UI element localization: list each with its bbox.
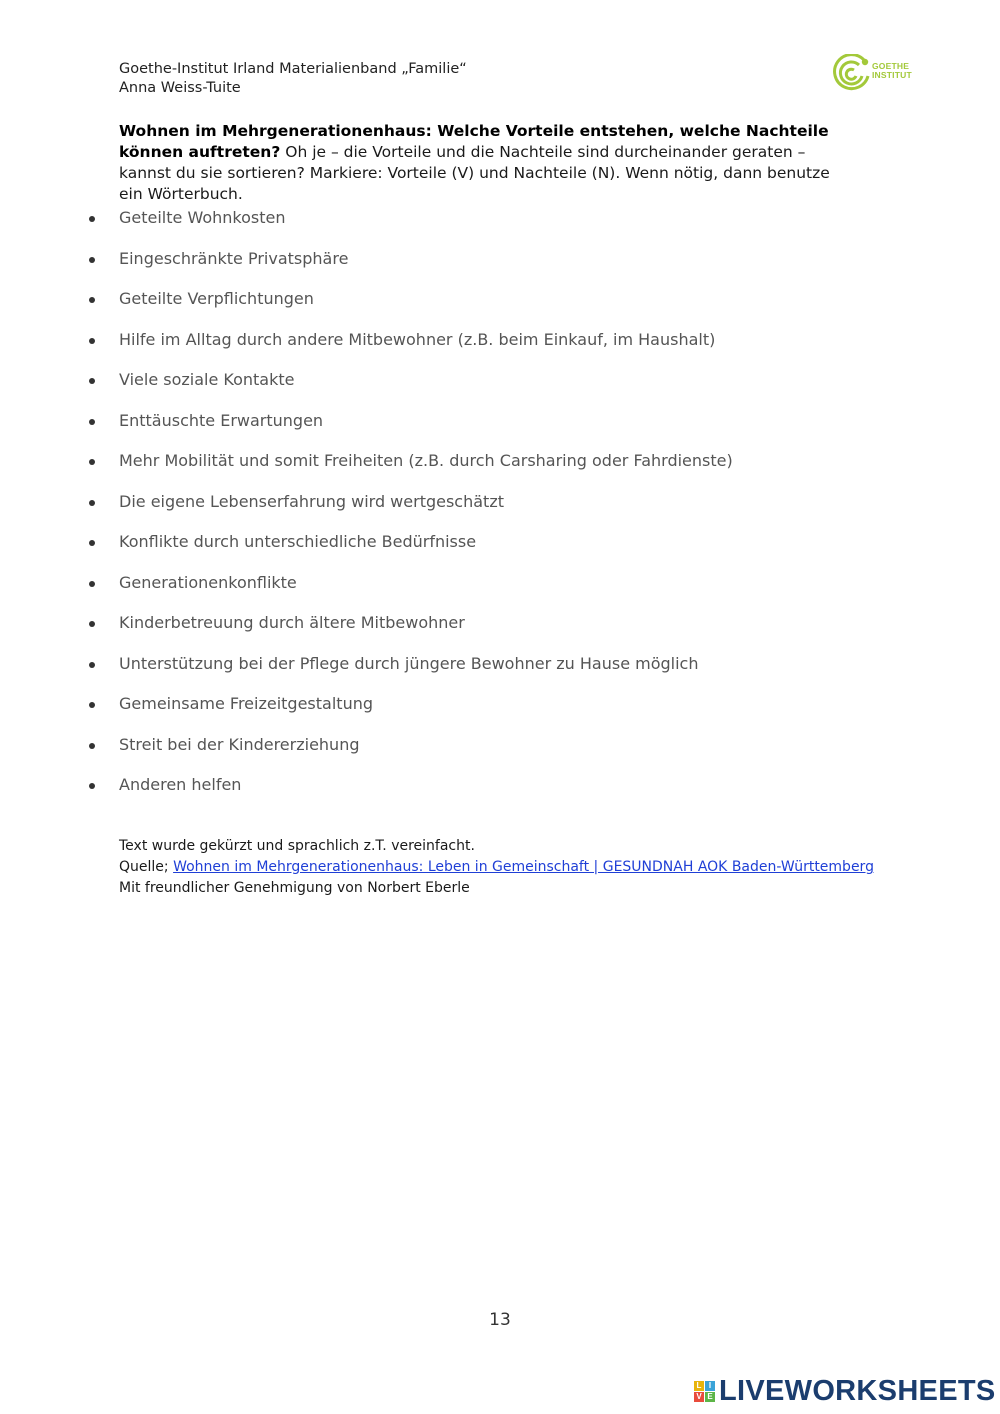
list-item	[0, 612, 733, 653]
bullet-icon	[89, 783, 95, 789]
list-item-text: Die eigene Lebenserfahrung wird wertgeschätzt	[119, 491, 504, 511]
bullet-icon	[89, 338, 95, 344]
bullet-icon	[89, 419, 95, 425]
list-item-text: Eingeschränkte Privatsphäre	[119, 248, 349, 268]
list-item-text: Gemeinsame Freizeitgestaltung	[119, 694, 373, 713]
list-item	[0, 288, 733, 329]
list-item-text: Geteilte Verpflichtungen	[119, 289, 314, 308]
header-title: Goethe-Institut Irland Materialienband „Familie“	[119, 61, 467, 77]
logo-letter-block: L	[694, 1381, 704, 1391]
logo-letter-block: I	[705, 1381, 715, 1391]
list-item-text: Generationenkonflikte	[119, 572, 297, 592]
bullet-icon	[89, 743, 95, 749]
list-item-text: Enttäuschte Erwartungen	[119, 410, 324, 430]
list-item	[0, 572, 733, 613]
list-item	[0, 248, 733, 289]
bullet-icon	[89, 378, 95, 384]
bullet-icon	[89, 500, 95, 506]
goethe-institut-logo	[832, 54, 914, 94]
liveworksheets-logo-icon	[694, 1381, 715, 1402]
bullet-icon	[89, 297, 95, 303]
bullet-icon	[89, 257, 95, 263]
goethe-logo-icon	[832, 54, 872, 94]
bullet-icon	[89, 581, 95, 587]
permission-note: Mit freundlicher Genehmigung von Norbert Eberle	[119, 880, 470, 896]
list-item-text: Viele soziale Kontakte	[119, 370, 295, 389]
list-item-text: Geteilte Wohnkosten	[119, 208, 286, 227]
logo-wordmark: GOETHE INSTITUT	[872, 61, 912, 80]
bullet-icon	[89, 621, 95, 627]
list-item-text: Streit bei der Kindererziehung	[119, 734, 360, 754]
logo-letter-block: E	[705, 1392, 715, 1402]
list-item	[0, 491, 733, 532]
list-item-text: Anderen helfen	[119, 775, 242, 794]
list-item	[0, 774, 733, 815]
task-instructions	[119, 121, 839, 205]
list-item	[0, 369, 733, 410]
source-notes	[119, 836, 874, 899]
list-item	[0, 207, 733, 248]
list-item	[0, 734, 733, 775]
bullet-icon	[89, 459, 95, 465]
bullet-icon	[89, 662, 95, 668]
page-number: 13	[489, 1310, 511, 1330]
list-item-text: Mehr Mobilität und somit Freiheiten (z.B. durch Carsharing oder Fahrdienste)	[119, 451, 733, 470]
source-line: Quelle; Wohnen im Mehrgenerationenhaus: Leben in Gemeinschaft | GESUNDNAH AOK Baden-Württemberg	[119, 859, 874, 875]
statement-list	[0, 207, 733, 815]
bullet-icon	[89, 216, 95, 222]
list-item	[0, 653, 733, 694]
list-item	[0, 693, 733, 734]
list-item	[0, 410, 733, 451]
bullet-icon	[89, 702, 95, 708]
list-item	[0, 531, 733, 572]
task-text: Oh je – die Vorteile und die Nachteile sind durcheinander geraten – kannst du sie sortieren? Markiere: Vorteile (V) und Nachteile (N). Wenn nötig, dann benutze ein Wörterbuch.	[119, 143, 830, 203]
logo-letter-block: V	[694, 1392, 704, 1402]
abridged-note: Text wurde gekürzt und sprachlich z.T. vereinfacht.	[119, 838, 475, 854]
list-item-text: Kinderbetreuung durch ältere Mitbewohner	[119, 613, 465, 632]
source-link[interactable]: Wohnen im Mehrgenerationenhaus: Leben in Gemeinschaft | GESUNDNAH AOK Baden-Württemberg	[173, 859, 874, 875]
list-item-text: Hilfe im Alltag durch andere Mitbewohner (z.B. beim Einkauf, im Haushalt)	[119, 329, 716, 349]
list-item-text: Unterstützung bei der Pflege durch jüngere Bewohner zu Hause möglich	[119, 653, 699, 673]
document-header	[119, 60, 467, 98]
list-item-text: Konflikte durch unterschiedliche Bedürfnisse	[119, 532, 477, 551]
task-question: Wohnen im Mehrgenerationenhaus: Welche Vorteile entstehen, welche Nachteile können auftreten?	[119, 122, 829, 161]
liveworksheets-wordmark: LIVEWORKSHEETS	[719, 1374, 996, 1407]
list-item	[0, 450, 733, 491]
list-item	[0, 329, 733, 370]
bullet-icon	[89, 540, 95, 546]
header-author: Anna Weiss-Tuite	[119, 80, 241, 96]
liveworksheets-watermark	[694, 1374, 996, 1408]
